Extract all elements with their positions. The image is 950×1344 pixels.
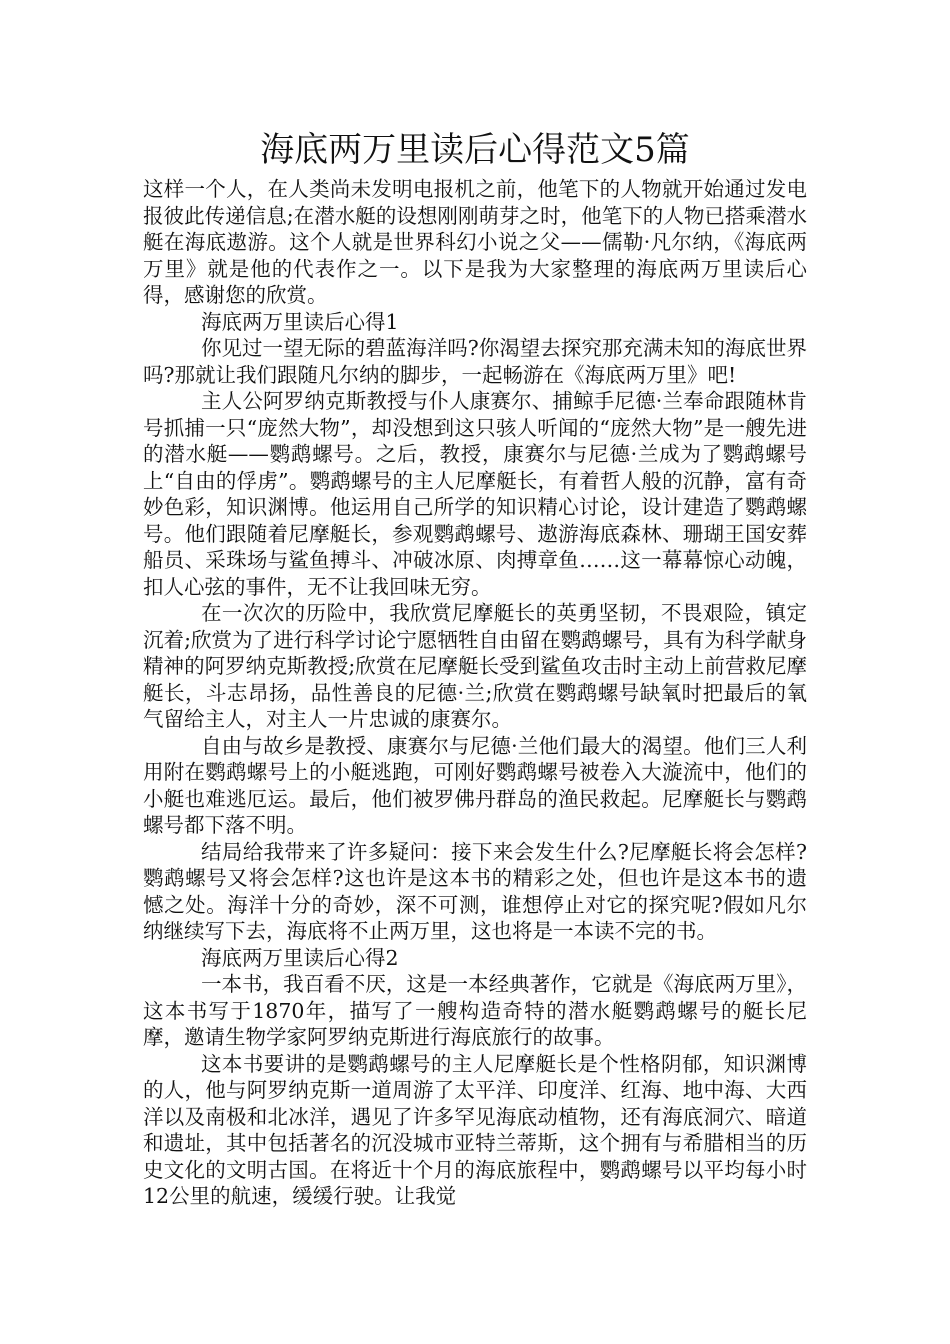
- document-body: [143, 176, 807, 1210]
- page-title: 海底两万里读后心得范文5篇: [260, 130, 690, 170]
- paragraph: 一本书，我百看不厌，这是一本经典著作，它就是《海底两万里》，这本书写于1870年，描写了一艘构造奇特的潜水艇鹦鹉螺号的艇长尼摩，邀请生物学家阿罗纳克斯进行海底旅行的故事。: [143, 972, 807, 1049]
- section-heading-1: 海底两万里读后心得1: [201, 309, 399, 334]
- paragraph: 主人公阿罗纳克斯教授与仆人康赛尔、捕鲸手尼德·兰奉命跟随林肯号抓捕一只“庞然大物”，却没想到这只骇人听闻的“庞然大物”是一艘先进的潜水艇——鹦鹉螺号。之后，教授，康赛尔与尼德·兰成为了鹦鹉螺号上“自由的俘虏”。鹦鹉螺号的主人尼摩艇长，有着哲人般的沉静，富有奇妙色彩，知识渊博。他运用自己所学的知识精心讨论，设计建造了鹦鹉螺号。他们跟随着尼摩艇长，参观鹦鹉螺号、遨游海底森林、珊瑚王国安葬船员、采珠场与鲨鱼搏斗、冲破冰原、肉搏章鱼……这一幕幕惊心动魄，扣人心弦的事件，无不让我回味无穷。: [143, 389, 807, 599]
- paragraph: 结局给我带来了许多疑问：接下来会发生什么?尼摩艇长将会怎样?鹦鹉螺号又将会怎样?这也许是这本书的精彩之处，但也许是这本书的遗憾之处。海洋十分的奇妙，深不可测，谁想停止对它的探究呢?假如凡尔纳继续写下去，海底将不止两万里，这也将是一本读不完的书。: [143, 839, 807, 943]
- paragraph: 在一次次的历险中，我欣赏尼摩艇长的英勇坚韧，不畏艰险，镇定沉着;欣赏为了进行科学讨论宁愿牺牲自由留在鹦鹉螺号，具有为科学献身精神的阿罗纳克斯教授;欣赏在尼摩艇长受到鲨鱼攻击时主动上前营救尼摩艇长，斗志昂扬，品性善良的尼德·兰;欣赏在鹦鹉螺号缺氧时把最后的氧气留给主人，对主人一片忠诚的康赛尔。: [143, 601, 807, 731]
- intro-paragraph: 这样一个人，在人类尚未发明电报机之前，他笔下的人物就开始通过发电报彼此传递信息;在潜水艇的设想刚刚萌芽之时，他笔下的人物已搭乘潜水艇在海底遨游。这个人就是世界科幻小说之父——儒勒·凡尔纳，《海底两万里》就是他的代表作之一。以下是我为大家整理的海底两万里读后心得，感谢您的欣赏。: [143, 177, 807, 307]
- paragraph: 自由与故乡是教授、康赛尔与尼德·兰他们最大的渴望。他们三人利用附在鹦鹉螺号上的小艇逃跑，可刚好鹦鹉螺号被卷入大漩流中，他们的小艇也难逃厄运。最后，他们被罗佛丹群岛的渔民救起。尼摩艇长与鹦鹉螺号都下落不明。: [143, 733, 807, 837]
- paragraph: 你见过一望无际的碧蓝海洋吗?你渴望去探究那充满未知的海底世界吗?那就让我们跟随凡尔纳的脚步，一起畅游在《海底两万里》吧!: [143, 336, 807, 387]
- paragraph: 这本书要讲的是鹦鹉螺号的主人尼摩艇长是个性格阴郁，知识渊博的人，他与阿罗纳克斯一道周游了太平洋、印度洋、红海、地中海、大西洋以及南极和北冰洋，遇见了许多罕见海底动植物，还有海底洞穴、暗道和遗址，其中包括著名的沉没城市亚特兰蒂斯，这个拥有与希腊相当的历史文化的文明古国。在将近十个月的海底旅程中，鹦鹉螺号以平均每小时12公里的航速，缓缓行驶。让我觉: [143, 1051, 807, 1208]
- section-heading-2: 海底两万里读后心得2: [201, 945, 399, 970]
